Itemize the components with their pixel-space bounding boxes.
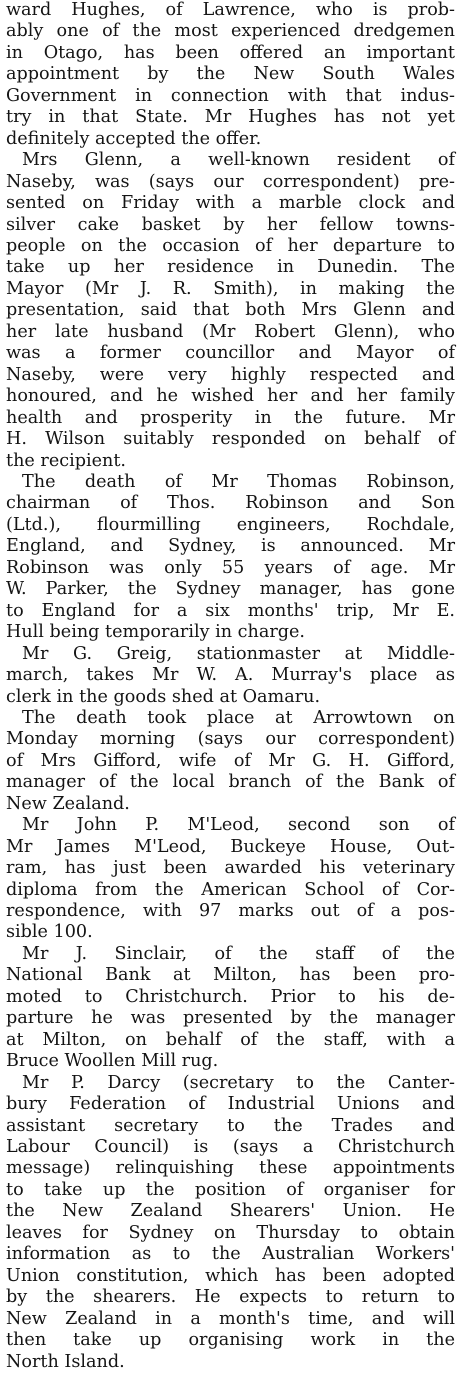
text-line: take up her residence in Dunedin. The (6, 257, 455, 278)
text-line: appointment by the New South Wales (6, 64, 455, 85)
text-line: England, and Sydney, is announced. Mr (6, 536, 455, 557)
news-item-paragraph (6, 1073, 455, 1373)
text-line: moted to Christchurch. Prior to his de- (6, 986, 455, 1007)
text-line: in Otago, has been offered an important (6, 42, 455, 63)
text-line: leaves for Sydney on Thursday to obtain (6, 1222, 455, 1243)
text-line: sented on Friday with a marble clock and (6, 193, 455, 214)
text-line: New Zealand. (6, 793, 130, 814)
news-item-paragraph (6, 708, 455, 815)
text-line: diploma from the American School of Cor- (6, 879, 455, 900)
text-line: honoured, and he wished her and her family (6, 386, 455, 407)
text-line: to England for a six months' trip, Mr E. (6, 600, 455, 621)
text-line: The death took place at Arrowtown on (22, 707, 455, 728)
text-line: by the shearers. He expects to return to (6, 1287, 455, 1308)
text-line: Naseby, were very highly respected and (6, 364, 455, 385)
text-line: Hull being temporarily in charge. (6, 622, 306, 643)
text-line: ram, has just been awarded his veterinary (6, 858, 455, 879)
text-line: was a former councillor and Mayor of (6, 343, 455, 364)
text-line: the recipient. (6, 450, 127, 471)
text-line: definitely accepted the offer. (6, 128, 262, 149)
text-line: (Ltd.), flourmilling engineers, Rochdale, (6, 514, 455, 535)
text-line: National Bank at Milton, has been pro- (6, 965, 455, 986)
text-line: people on the occasion of her departure to (6, 235, 455, 256)
text-line: The death of Mr Thomas Robinson, (22, 471, 455, 492)
text-line: Mayor (Mr J. R. Smith), in making the (6, 278, 455, 299)
text-line: H. Wilson suitably responded on behalf of (6, 429, 455, 450)
text-line: North Island. (6, 1351, 125, 1372)
news-item-paragraph (6, 815, 455, 944)
text-line: to take up the position of organiser for (6, 1179, 455, 1200)
text-line: at Milton, on behalf of the staff, with a (6, 1029, 455, 1050)
text-line: Mr J. Sinclair, of the staff of the (22, 943, 455, 964)
text-line: silver cake basket by her fellow towns- (6, 214, 455, 235)
text-line: of Mrs Gifford, wife of Mr G. H. Gifford, (6, 750, 455, 771)
text-line: Mrs Glenn, a well-known resident of (22, 150, 455, 171)
text-line: presentation, said that both Mrs Glenn and (6, 300, 455, 321)
text-line: assistant secretary to the Trades and (6, 1115, 455, 1136)
news-item-paragraph (6, 944, 455, 1073)
text-line: Mr P. Darcy (secretary to the Canter- (22, 1072, 455, 1093)
text-line: Mr G. Greig, stationmaster at Middle- (22, 643, 455, 664)
text-line: information as to the Australian Workers' (6, 1244, 455, 1265)
text-line: respondence, with 97 marks out of a pos- (6, 901, 455, 922)
text-line: then take up organising work in the (6, 1330, 455, 1351)
text-line: march, takes Mr W. A. Murray's place as (6, 665, 455, 686)
text-line: sible 100. (6, 922, 93, 943)
text-line: health and prosperity in the future. Mr (6, 407, 455, 428)
text-line: Government in connection with that indus- (6, 85, 455, 106)
text-line: ably one of the most experienced dredgemen (6, 21, 455, 42)
text-line: bury Federation of Industrial Unions and (6, 1094, 455, 1115)
news-item-paragraph (6, 0, 455, 150)
text-line: chairman of Thos. Robinson and Son (6, 493, 455, 514)
article-body (6, 0, 455, 1373)
text-line: Mr James M'Leod, Buckeye House, Out- (6, 836, 455, 857)
news-item-paragraph (6, 150, 455, 472)
text-line: message) relinquishing these appointments (6, 1158, 455, 1179)
text-line: Bruce Woollen Mill rug. (6, 1051, 219, 1072)
text-line: Union constitution, which has been adopted (6, 1265, 455, 1286)
text-line: her late husband (Mr Robert Glenn), who (6, 321, 455, 342)
text-line: New Zealand in a month's time, and will (6, 1308, 455, 1329)
text-line: manager of the local branch of the Bank of (6, 772, 455, 793)
news-item-paragraph (6, 472, 455, 644)
news-item-paragraph (6, 644, 455, 708)
text-line: W. Parker, the Sydney manager, has gone (6, 579, 455, 600)
text-line: Mr John P. M'Leod, second son of (22, 815, 455, 836)
text-line: Robinson was only 55 years of age. Mr (6, 557, 455, 578)
text-line: Naseby, was (says our correspondent) pre- (6, 171, 455, 192)
text-line: clerk in the goods shed at Oamaru. (6, 686, 321, 707)
text-line: try in that State. Mr Hughes has not yet (6, 107, 455, 128)
text-line: parture he was presented by the manager (6, 1008, 455, 1029)
text-line: ward Hughes, of Lawrence, who is prob- (6, 0, 455, 20)
text-line: Monday morning (says our correspondent) (6, 729, 455, 750)
text-line: Labour Council) is (says a Christchurch (6, 1137, 455, 1158)
text-line: the New Zealand Shearers' Union. He (6, 1201, 455, 1222)
